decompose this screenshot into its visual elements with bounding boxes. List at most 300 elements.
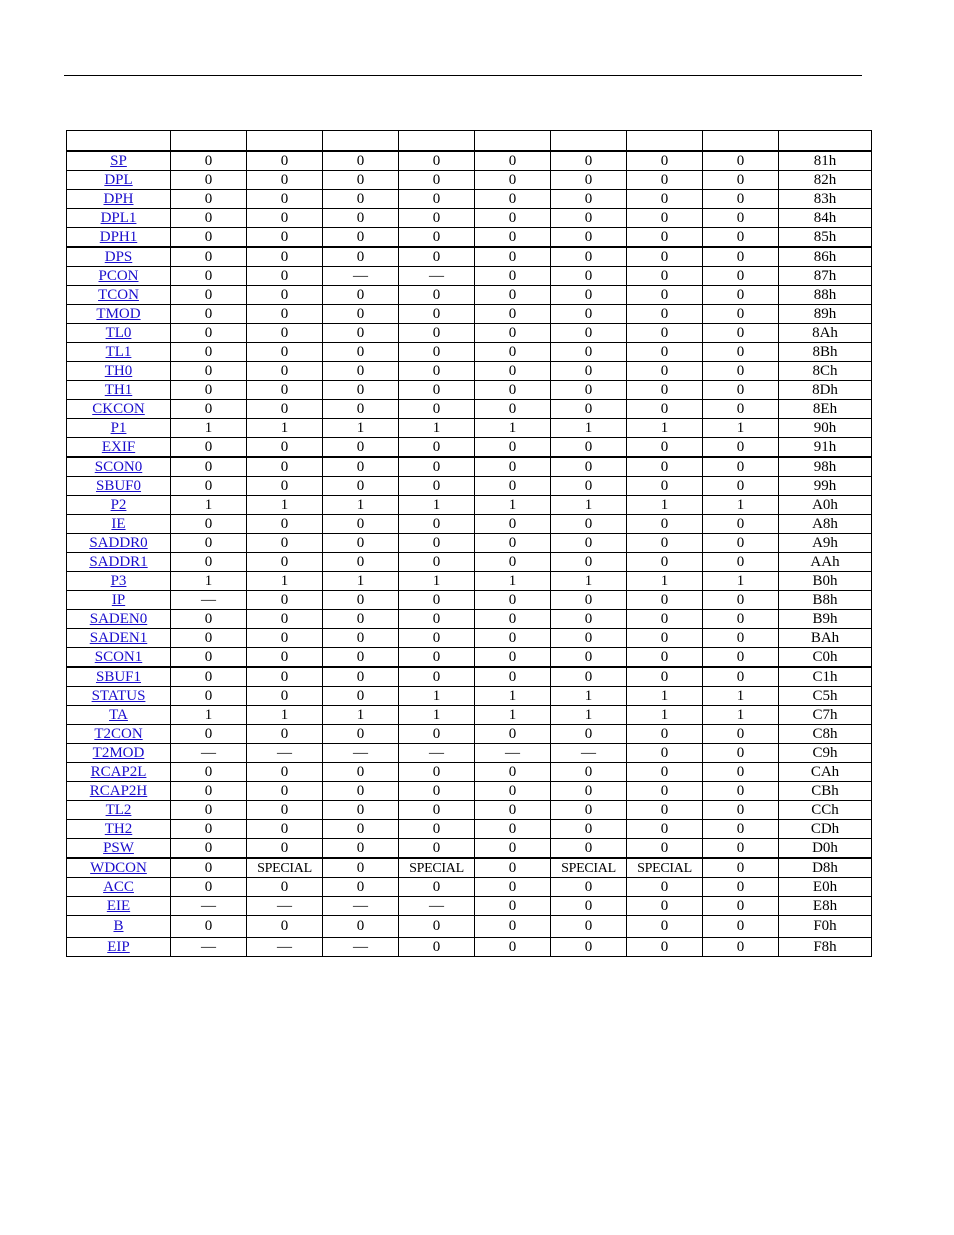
bit-2-reset-value: 0 bbox=[551, 438, 627, 458]
register-link-eie[interactable]: EIE bbox=[106, 897, 131, 914]
table-header-row bbox=[67, 131, 872, 152]
register-address-cell: CAh bbox=[779, 763, 872, 782]
bit-4-reset-value: 0 bbox=[399, 610, 475, 629]
bit-4-reset-value: — bbox=[399, 897, 475, 916]
register-row-sp bbox=[67, 151, 872, 171]
register-link-saddr0[interactable]: SADDR0 bbox=[89, 534, 148, 551]
bit-2-reset-value: 0 bbox=[551, 515, 627, 534]
bit-2-reset-value: 0 bbox=[551, 916, 627, 938]
bit-7-reset-value: 0 bbox=[171, 286, 247, 305]
register-link-tl1[interactable]: TL1 bbox=[105, 343, 132, 360]
register-name-cell bbox=[67, 938, 171, 957]
bit-6-reset-value: 0 bbox=[247, 648, 323, 668]
register-name-cell bbox=[67, 324, 171, 343]
bit-3-reset-value: 0 bbox=[475, 267, 551, 286]
bit-3-reset-value: 0 bbox=[475, 648, 551, 668]
bit-5-reset-value: 0 bbox=[323, 381, 399, 400]
bit-2-reset-value: 0 bbox=[551, 171, 627, 190]
bit-4-reset-value: 0 bbox=[399, 171, 475, 190]
register-name-cell bbox=[67, 534, 171, 553]
register-link-acc[interactable]: ACC bbox=[103, 878, 134, 895]
register-link-rcap2h[interactable]: RCAP2H bbox=[89, 782, 148, 799]
register-name-cell bbox=[67, 610, 171, 629]
register-name-cell bbox=[67, 667, 171, 687]
bit-4-reset-value: 0 bbox=[399, 381, 475, 400]
bit-0-reset-value: 0 bbox=[703, 247, 779, 267]
register-name-cell bbox=[67, 591, 171, 610]
register-link-exif[interactable]: EXIF bbox=[101, 438, 136, 455]
bit-0-reset-value: 0 bbox=[703, 648, 779, 668]
bit-2-reset-value: 1 bbox=[551, 419, 627, 438]
bit-7-reset-value: 0 bbox=[171, 648, 247, 668]
bit-0-reset-value: 0 bbox=[703, 725, 779, 744]
bit-3-reset-value: 0 bbox=[475, 324, 551, 343]
register-link-p2[interactable]: P2 bbox=[110, 496, 127, 513]
register-row-p1 bbox=[67, 419, 872, 438]
register-address-cell: C5h bbox=[779, 687, 872, 706]
bit-4-reset-value: 0 bbox=[399, 305, 475, 324]
bit-2-reset-value: 1 bbox=[551, 687, 627, 706]
register-link-tcon[interactable]: TCON bbox=[98, 286, 139, 303]
bit-3-reset-value: 0 bbox=[475, 897, 551, 916]
bit-4-reset-value: 0 bbox=[399, 228, 475, 248]
register-link-th2[interactable]: TH2 bbox=[104, 820, 133, 837]
bit-5-reset-value: 0 bbox=[323, 878, 399, 897]
bit-0-reset-value: 0 bbox=[703, 151, 779, 171]
register-name-cell bbox=[67, 839, 171, 859]
register-row-acc bbox=[67, 878, 872, 897]
register-address-cell: C0h bbox=[779, 648, 872, 668]
register-link-sbuf1[interactable]: SBUF1 bbox=[95, 668, 142, 685]
bit-5-reset-value: 0 bbox=[323, 553, 399, 572]
bit-1-reset-value: 1 bbox=[627, 572, 703, 591]
bit-6-reset-value: 0 bbox=[247, 362, 323, 381]
bit-6-reset-value: 0 bbox=[247, 151, 323, 171]
bit-5-reset-value: 0 bbox=[323, 209, 399, 228]
register-address-cell: 90h bbox=[779, 419, 872, 438]
bit-4-reset-value: 0 bbox=[399, 400, 475, 419]
bit-4-reset-value: 1 bbox=[399, 496, 475, 515]
register-link-pcon[interactable]: PCON bbox=[98, 267, 139, 284]
register-link-rcap2l[interactable]: RCAP2L bbox=[90, 763, 147, 780]
bit-1-reset-value: 0 bbox=[627, 938, 703, 957]
register-link-tmod[interactable]: TMOD bbox=[96, 305, 141, 322]
register-name-cell bbox=[67, 228, 171, 248]
bit-5-reset-value: 0 bbox=[323, 457, 399, 477]
bit-0-reset-value: 0 bbox=[703, 629, 779, 648]
header-cell bbox=[399, 131, 475, 152]
bit-7-reset-value: 0 bbox=[171, 362, 247, 381]
bit-5-reset-value: 0 bbox=[323, 534, 399, 553]
register-link-t2mod[interactable]: T2MOD bbox=[92, 744, 145, 761]
bit-5-reset-value: 0 bbox=[323, 286, 399, 305]
bit-5-reset-value: 0 bbox=[323, 839, 399, 859]
register-link-ie[interactable]: IE bbox=[111, 515, 126, 532]
register-address-cell: C8h bbox=[779, 725, 872, 744]
register-row-dph1 bbox=[67, 228, 872, 248]
bit-3-reset-value: 0 bbox=[475, 782, 551, 801]
register-row-th1 bbox=[67, 381, 872, 400]
register-link-dpl[interactable]: DPL bbox=[104, 171, 133, 188]
register-name-cell bbox=[67, 782, 171, 801]
bit-0-reset-value: 0 bbox=[703, 839, 779, 859]
bit-3-reset-value: 0 bbox=[475, 171, 551, 190]
bit-3-reset-value: 0 bbox=[475, 209, 551, 228]
register-link-scon0[interactable]: SCON0 bbox=[94, 458, 143, 475]
bit-7-reset-value: 0 bbox=[171, 171, 247, 190]
bit-5-reset-value: 0 bbox=[323, 171, 399, 190]
register-link-ckcon[interactable]: CKCON bbox=[92, 400, 145, 417]
bit-4-reset-value: 0 bbox=[399, 839, 475, 859]
bit-4-reset-value: 0 bbox=[399, 209, 475, 228]
bit-6-reset-value: — bbox=[247, 938, 323, 957]
bit-2-reset-value: — bbox=[551, 744, 627, 763]
bit-5-reset-value: 0 bbox=[323, 515, 399, 534]
bit-7-reset-value: 0 bbox=[171, 305, 247, 324]
register-link-dps[interactable]: DPS bbox=[104, 248, 133, 265]
bit-1-reset-value: 0 bbox=[627, 228, 703, 248]
register-name-cell bbox=[67, 916, 171, 938]
register-link-ta[interactable]: TA bbox=[109, 706, 128, 723]
register-link-tl2[interactable]: TL2 bbox=[105, 801, 132, 818]
register-address-cell: 84h bbox=[779, 209, 872, 228]
register-name-cell bbox=[67, 267, 171, 286]
register-link-p1[interactable]: P1 bbox=[110, 419, 127, 436]
register-row-eie bbox=[67, 897, 872, 916]
register-link-b[interactable]: B bbox=[113, 918, 124, 934]
register-row-dph bbox=[67, 190, 872, 209]
bit-0-reset-value: 0 bbox=[703, 343, 779, 362]
bit-4-reset-value: 0 bbox=[399, 324, 475, 343]
bit-4-reset-value: 0 bbox=[399, 190, 475, 209]
register-name-cell bbox=[67, 477, 171, 496]
register-name-cell bbox=[67, 553, 171, 572]
register-address-cell: A0h bbox=[779, 496, 872, 515]
bit-4-reset-value: 0 bbox=[399, 151, 475, 171]
bit-5-reset-value: 0 bbox=[323, 228, 399, 248]
bit-4-reset-value: 0 bbox=[399, 515, 475, 534]
register-name-cell bbox=[67, 381, 171, 400]
bit-7-reset-value: 0 bbox=[171, 247, 247, 267]
register-address-cell: 91h bbox=[779, 438, 872, 458]
bit-6-reset-value: 0 bbox=[247, 228, 323, 248]
bit-1-reset-value: 0 bbox=[627, 897, 703, 916]
bit-4-reset-value: 0 bbox=[399, 667, 475, 687]
bit-6-reset-value: 0 bbox=[247, 209, 323, 228]
bit-2-reset-value: 0 bbox=[551, 343, 627, 362]
register-link-saden1[interactable]: SADEN1 bbox=[89, 629, 148, 646]
bit-5-reset-value: 0 bbox=[323, 324, 399, 343]
bit-1-reset-value: 0 bbox=[627, 648, 703, 668]
register-address-cell: BAh bbox=[779, 629, 872, 648]
bit-6-reset-value: 0 bbox=[247, 534, 323, 553]
bit-3-reset-value: 0 bbox=[475, 151, 551, 171]
bit-5-reset-value: 0 bbox=[323, 610, 399, 629]
bit-5-reset-value: — bbox=[323, 267, 399, 286]
bit-1-reset-value: 0 bbox=[627, 400, 703, 419]
bit-6-reset-value: 0 bbox=[247, 267, 323, 286]
bit-3-reset-value: 1 bbox=[475, 419, 551, 438]
bit-3-reset-value: 0 bbox=[475, 534, 551, 553]
bit-5-reset-value: 0 bbox=[323, 400, 399, 419]
bit-1-reset-value: 0 bbox=[627, 916, 703, 938]
bit-0-reset-value: 1 bbox=[703, 687, 779, 706]
bit-4-reset-value: — bbox=[399, 267, 475, 286]
register-link-dpl1[interactable]: DPL1 bbox=[100, 209, 137, 226]
bit-1-reset-value: 0 bbox=[627, 477, 703, 496]
bit-5-reset-value: 0 bbox=[323, 247, 399, 267]
bit-5-reset-value: 1 bbox=[323, 572, 399, 591]
bit-5-reset-value: 0 bbox=[323, 648, 399, 668]
bit-3-reset-value: 0 bbox=[475, 343, 551, 362]
register-row-scon0 bbox=[67, 457, 872, 477]
bit-7-reset-value: 0 bbox=[171, 228, 247, 248]
register-row-b bbox=[67, 916, 872, 938]
bit-5-reset-value: 0 bbox=[323, 725, 399, 744]
register-row-sbuf0 bbox=[67, 477, 872, 496]
register-row-pcon bbox=[67, 267, 872, 286]
register-address-cell: CDh bbox=[779, 820, 872, 839]
register-name-cell bbox=[67, 419, 171, 438]
register-link-t2con[interactable]: T2CON bbox=[94, 725, 143, 742]
bit-2-reset-value: 0 bbox=[551, 648, 627, 668]
register-row-p3 bbox=[67, 572, 872, 591]
bit-7-reset-value: 0 bbox=[171, 839, 247, 859]
bit-1-reset-value: 0 bbox=[627, 782, 703, 801]
bit-6-reset-value: 0 bbox=[247, 839, 323, 859]
register-name-cell bbox=[67, 706, 171, 725]
register-name-cell bbox=[67, 209, 171, 228]
bit-0-reset-value: 1 bbox=[703, 572, 779, 591]
bit-4-reset-value: 0 bbox=[399, 553, 475, 572]
bit-4-reset-value: 0 bbox=[399, 801, 475, 820]
register-row-wdcon bbox=[67, 858, 872, 878]
bit-3-reset-value: 0 bbox=[475, 438, 551, 458]
register-row-tl0 bbox=[67, 324, 872, 343]
register-link-tl0[interactable]: TL0 bbox=[105, 324, 132, 341]
bit-7-reset-value: 0 bbox=[171, 858, 247, 878]
bit-1-reset-value: 0 bbox=[627, 820, 703, 839]
bit-5-reset-value: 0 bbox=[323, 782, 399, 801]
bit-5-reset-value: — bbox=[323, 897, 399, 916]
bit-6-reset-value: 0 bbox=[247, 782, 323, 801]
bit-4-reset-value: 0 bbox=[399, 591, 475, 610]
bit-2-reset-value: 0 bbox=[551, 228, 627, 248]
bit-7-reset-value: 0 bbox=[171, 610, 247, 629]
bit-5-reset-value: 1 bbox=[323, 419, 399, 438]
bit-7-reset-value: 0 bbox=[171, 725, 247, 744]
bit-4-reset-value: SPECIAL bbox=[399, 858, 475, 878]
bit-1-reset-value: 0 bbox=[627, 324, 703, 343]
bit-5-reset-value: — bbox=[323, 938, 399, 957]
bit-1-reset-value: 0 bbox=[627, 553, 703, 572]
register-name-cell bbox=[67, 438, 171, 458]
register-row-rcap2l bbox=[67, 763, 872, 782]
bit-3-reset-value: 0 bbox=[475, 878, 551, 897]
register-row-tcon bbox=[67, 286, 872, 305]
bit-2-reset-value: 0 bbox=[551, 477, 627, 496]
bit-6-reset-value: 0 bbox=[247, 457, 323, 477]
bit-6-reset-value: 0 bbox=[247, 305, 323, 324]
register-name-cell bbox=[67, 858, 171, 878]
register-row-dpl bbox=[67, 171, 872, 190]
register-link-sbuf0[interactable]: SBUF0 bbox=[95, 477, 142, 494]
register-row-t2con bbox=[67, 725, 872, 744]
bit-1-reset-value: 0 bbox=[627, 763, 703, 782]
register-address-cell: 87h bbox=[779, 267, 872, 286]
bit-6-reset-value: 0 bbox=[247, 820, 323, 839]
register-row-saden1 bbox=[67, 629, 872, 648]
register-link-status[interactable]: STATUS bbox=[91, 687, 146, 704]
register-address-cell: F8h bbox=[779, 938, 872, 957]
register-link-psw[interactable]: PSW bbox=[103, 839, 134, 856]
bit-6-reset-value: 0 bbox=[247, 247, 323, 267]
bit-0-reset-value: 0 bbox=[703, 553, 779, 572]
register-link-th0[interactable]: TH0 bbox=[104, 362, 133, 379]
bit-4-reset-value: 0 bbox=[399, 938, 475, 957]
bit-5-reset-value: 0 bbox=[323, 591, 399, 610]
bit-1-reset-value: 0 bbox=[627, 286, 703, 305]
bit-7-reset-value: — bbox=[171, 591, 247, 610]
bit-3-reset-value: 0 bbox=[475, 938, 551, 957]
register-address-cell: B9h bbox=[779, 610, 872, 629]
bit-1-reset-value: 0 bbox=[627, 362, 703, 381]
register-row-ie bbox=[67, 515, 872, 534]
register-address-cell: CCh bbox=[779, 801, 872, 820]
register-link-eip[interactable]: EIP bbox=[107, 938, 130, 955]
bit-5-reset-value: 0 bbox=[323, 438, 399, 458]
bit-1-reset-value: 0 bbox=[627, 209, 703, 228]
register-link-saddr1[interactable]: SADDR1 bbox=[89, 553, 148, 570]
register-address-cell: C9h bbox=[779, 744, 872, 763]
bit-0-reset-value: 1 bbox=[703, 419, 779, 438]
bit-6-reset-value: SPECIAL bbox=[247, 858, 323, 878]
header-cell bbox=[323, 131, 399, 152]
bit-6-reset-value: 1 bbox=[247, 496, 323, 515]
register-link-sp[interactable]: SP bbox=[110, 152, 127, 169]
bit-5-reset-value: 0 bbox=[323, 190, 399, 209]
bit-0-reset-value: 0 bbox=[703, 897, 779, 916]
bit-3-reset-value: 0 bbox=[475, 629, 551, 648]
register-address-cell: 85h bbox=[779, 228, 872, 248]
bit-3-reset-value: 0 bbox=[475, 362, 551, 381]
register-row-th0 bbox=[67, 362, 872, 381]
bit-0-reset-value: 0 bbox=[703, 324, 779, 343]
bit-7-reset-value: 1 bbox=[171, 419, 247, 438]
register-link-saden0[interactable]: SADEN0 bbox=[89, 610, 148, 627]
bit-3-reset-value: 0 bbox=[475, 858, 551, 878]
bit-2-reset-value: 0 bbox=[551, 457, 627, 477]
bit-7-reset-value: 0 bbox=[171, 534, 247, 553]
bit-0-reset-value: 0 bbox=[703, 228, 779, 248]
bit-1-reset-value: 0 bbox=[627, 515, 703, 534]
bit-5-reset-value: 0 bbox=[323, 477, 399, 496]
bit-2-reset-value: 1 bbox=[551, 496, 627, 515]
bit-1-reset-value: 0 bbox=[627, 343, 703, 362]
register-address-cell: 86h bbox=[779, 247, 872, 267]
bit-6-reset-value: 0 bbox=[247, 763, 323, 782]
register-link-dph1[interactable]: DPH1 bbox=[99, 228, 138, 245]
header-cell bbox=[627, 131, 703, 152]
bit-3-reset-value: 0 bbox=[475, 916, 551, 938]
bit-1-reset-value: 0 bbox=[627, 610, 703, 629]
register-address-cell: 98h bbox=[779, 457, 872, 477]
bit-2-reset-value: 0 bbox=[551, 938, 627, 957]
bit-7-reset-value: — bbox=[171, 938, 247, 957]
bit-6-reset-value: 0 bbox=[247, 667, 323, 687]
bit-3-reset-value: 0 bbox=[475, 839, 551, 859]
bit-3-reset-value: 0 bbox=[475, 553, 551, 572]
bit-1-reset-value: 0 bbox=[627, 534, 703, 553]
register-link-p3[interactable]: P3 bbox=[110, 572, 127, 589]
bit-1-reset-value: 0 bbox=[627, 667, 703, 687]
bit-2-reset-value: 0 bbox=[551, 667, 627, 687]
register-row-scon1 bbox=[67, 648, 872, 668]
bit-3-reset-value: 0 bbox=[475, 305, 551, 324]
bit-6-reset-value: 0 bbox=[247, 190, 323, 209]
register-row-tl2 bbox=[67, 801, 872, 820]
bit-6-reset-value: 0 bbox=[247, 687, 323, 706]
register-row-dps bbox=[67, 247, 872, 267]
bit-3-reset-value: 0 bbox=[475, 610, 551, 629]
bit-4-reset-value: 0 bbox=[399, 477, 475, 496]
bit-1-reset-value: 0 bbox=[627, 457, 703, 477]
register-name-cell bbox=[67, 515, 171, 534]
register-address-cell: E8h bbox=[779, 897, 872, 916]
bit-2-reset-value: 1 bbox=[551, 572, 627, 591]
bit-7-reset-value: 0 bbox=[171, 324, 247, 343]
bit-1-reset-value: 0 bbox=[627, 591, 703, 610]
bit-0-reset-value: 0 bbox=[703, 858, 779, 878]
register-link-th1[interactable]: TH1 bbox=[104, 381, 133, 398]
register-row-exif bbox=[67, 438, 872, 458]
bit-5-reset-value: 0 bbox=[323, 629, 399, 648]
bit-0-reset-value: 1 bbox=[703, 706, 779, 725]
bit-2-reset-value: 0 bbox=[551, 247, 627, 267]
register-name-cell bbox=[67, 457, 171, 477]
bit-7-reset-value: 0 bbox=[171, 782, 247, 801]
register-link-wdcon[interactable]: WDCON bbox=[90, 859, 147, 876]
bit-6-reset-value: 0 bbox=[247, 381, 323, 400]
bit-1-reset-value: 0 bbox=[627, 305, 703, 324]
register-link-dph[interactable]: DPH bbox=[103, 190, 134, 207]
register-name-cell bbox=[67, 763, 171, 782]
bit-1-reset-value: 0 bbox=[627, 725, 703, 744]
bit-5-reset-value: 0 bbox=[323, 151, 399, 171]
bit-1-reset-value: 0 bbox=[627, 171, 703, 190]
bit-5-reset-value: 0 bbox=[323, 801, 399, 820]
register-row-ckcon bbox=[67, 400, 872, 419]
bit-4-reset-value: 0 bbox=[399, 286, 475, 305]
bit-5-reset-value: 0 bbox=[323, 763, 399, 782]
bit-3-reset-value: 1 bbox=[475, 496, 551, 515]
register-link-ip[interactable]: IP bbox=[111, 591, 126, 608]
register-address-cell: 8Ch bbox=[779, 362, 872, 381]
bit-3-reset-value: 0 bbox=[475, 820, 551, 839]
bit-1-reset-value: 0 bbox=[627, 151, 703, 171]
register-link-scon1[interactable]: SCON1 bbox=[94, 648, 143, 665]
bit-2-reset-value: 0 bbox=[551, 897, 627, 916]
register-row-tmod bbox=[67, 305, 872, 324]
bit-2-reset-value: 0 bbox=[551, 190, 627, 209]
bit-3-reset-value: 0 bbox=[475, 591, 551, 610]
bit-1-reset-value: 0 bbox=[627, 629, 703, 648]
bit-0-reset-value: 0 bbox=[703, 610, 779, 629]
bit-1-reset-value: 1 bbox=[627, 706, 703, 725]
bit-6-reset-value: — bbox=[247, 897, 323, 916]
bit-1-reset-value: 1 bbox=[627, 496, 703, 515]
bit-5-reset-value: 0 bbox=[323, 820, 399, 839]
